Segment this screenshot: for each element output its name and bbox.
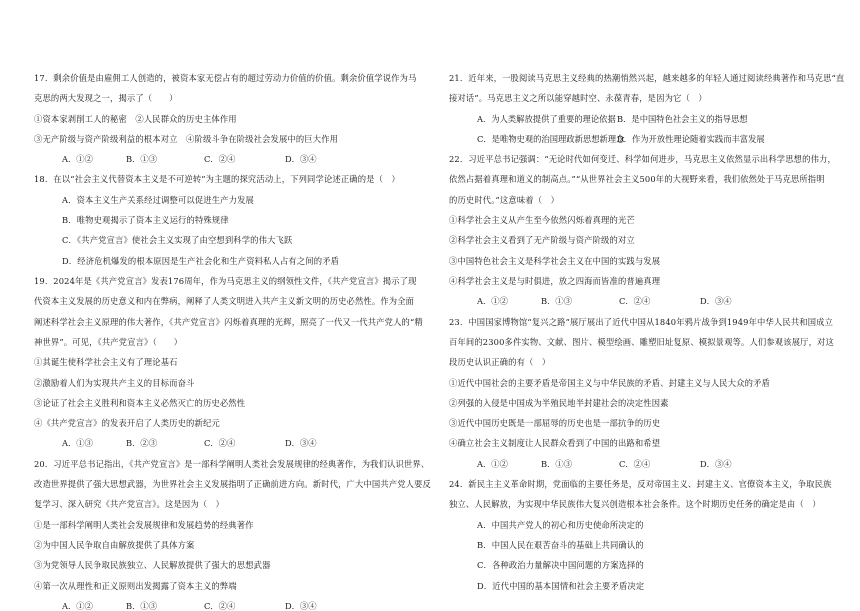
option-c[interactable]: C．是唯物史观的治国理政新思想新理念 [477,134,625,144]
question-17-stem: 17．剩余价值是由雇佣工人创造的，被资本家无偿占有的超过劳动力价值的价值。剩余价值学说作为马 [34,73,417,83]
question-20-options [34,601,412,611]
question-19-statement: ③论证了社会主义胜利和资本主义必然灭亡的历史必然性 [34,398,246,408]
question-22-options [449,296,827,306]
option-b[interactable]: B．是中国特色社会主义的指导思想 [617,114,748,124]
option-d[interactable]: D．经济危机爆发的根本原因是生产社会化和生产资料私人占有之间的矛盾 [62,256,340,266]
question-22-stem: 22．习近平总书记强调：“无论时代如何变迁、科学如何进步，马克思主义依然显示出科学思想的伟力， [449,154,836,164]
option-a[interactable]: A．①② [477,459,508,469]
question-19-statement: ②激励着人们为实现共产主义的目标而奋斗 [34,378,195,388]
option-c[interactable]: C．②④ [619,296,651,306]
question-21-stem: 21．近年来，一股阅读马克思主义经典的热潮悄然兴起，越来越多的年轻人通过阅读经典著作和马克思“直 [449,73,845,83]
question-19-statement: ④《共产党宣言》的发表开启了人类历史的新纪元 [34,418,220,428]
question-22-stem: 的历史时代。”这意味着（ ） [449,195,560,205]
question-19-statement: ①其诞生使科学社会主义有了理论基石 [34,357,178,367]
option-d[interactable]: D．近代中国的基本国情和社会主要矛盾决定 [477,581,645,591]
option-b[interactable]: B．①③ [541,296,572,306]
option-b[interactable]: B．①③ [541,459,572,469]
question-23-stem: 段历史认识正确的有（ ） [449,357,551,367]
question-21-stem: 接对话”。马克思主义之所以能穿越时空、永葆青春，是因为它（ ） [449,93,707,103]
option-b[interactable]: B．中国人民在艰苦奋斗的基础上共同确认的 [477,540,644,550]
question-23-statement: ④确立社会主义制度让人民群众看到了中国的出路和希望 [449,438,661,448]
question-17-statement: ③无产阶级与资产阶级利益的根本对立 ④阶级斗争在阶级社会发展中的巨大作用 [34,134,339,144]
option-b[interactable]: B．唯物史观揭示了资本主义运行的特殊规律 [62,215,229,225]
question-22-statement: ②科学社会主义看到了无产阶级与资产阶级的对立 [449,235,635,245]
question-23-stem: 百年间的2300多件实物、文献、图片、模型绘画、雕塑旧址复原、模拟景观等。人们参观该展厅，对这 [449,337,834,347]
question-20-stem: 复学习、深入研究《共产党宣言》。这是因为（ ） [34,499,225,509]
question-19-stem: 神世界”。可见，《共产党宣言》（ ） [34,337,183,347]
option-a[interactable]: A．为人类解放提供了重要的理论依据 [477,114,616,124]
question-22-statement: ①科学社会主义从产生至今依然闪烁着真理的光芒 [449,215,635,225]
question-23-statement: ①近代中国社会的主要矛盾是帝国主义与中华民族的矛盾、封建主义与人民大众的矛盾 [449,378,770,388]
question-23-statement: ③近代中国历史既是一部屈辱的历史也是一部抗争的历史 [449,418,661,428]
question-22-statement: ③中国特色社会主义是科学社会主义在中国的实践与发展 [449,256,661,266]
option-d[interactable]: D．作为开放性理论随着实践而丰富发展 [617,134,765,144]
option-a[interactable]: A．资本主义生产关系经过调整可以促进生产力发展 [62,195,254,205]
question-20-statement: ④第一次从理性和正义原则出发揭露了资本主义的弊端 [34,581,237,591]
question-20-statement: ②为中国人民争取自由解放提供了具体方案 [34,540,195,550]
option-c[interactable]: C．②④ [204,601,236,611]
option-d[interactable]: D．③④ [285,601,317,611]
option-a[interactable]: A．①② [62,154,93,164]
option-a[interactable]: A．中国共产党人的初心和历史使命所决定的 [477,520,644,530]
question-19-stem: 19．2024年是《共产党宣言》发表176周年，作为马克思主义的纲领性文件，《共产党宣言》揭示了现 [34,276,417,286]
option-d[interactable]: D．③④ [285,438,317,448]
option-c[interactable]: C．②④ [619,459,651,469]
question-20-statement: ③为党领导人民争取民族独立、人民解放提供了强大的思想武器 [34,560,271,570]
question-20-stem: 改造世界提供了强大思想武器，为世界社会主义发展指明了正确前进方向。新时代，广大中国共产党人要反 [34,479,432,489]
option-d[interactable]: D．③④ [700,296,732,306]
question-20-stem: 20．习近平总书记指出，《共产党宣言》是一部科学阐明人类社会发展规律的经典著作，为我们认识世界、 [34,459,430,469]
question-19-stem: 阐述科学社会主义原理的伟大著作，《共产党宣言》闪烁着真理的光辉，照亮了一代又一代共产党人的“精 [34,317,423,327]
option-c[interactable]: C．《共产党宣言》使社会主义实现了由空想到科学的伟大飞跃 [62,235,293,245]
option-d[interactable]: D．③④ [285,154,317,164]
option-c[interactable]: C．②④ [204,154,236,164]
question-17-stem: 克思的两大发现之一，揭示了（ ） [34,93,178,103]
question-20-statement: ①是一部科学阐明人类社会发展规律和发展趋势的经典著作 [34,520,254,530]
question-23-stem: 23．中国国家博物馆“复兴之路”展厅展出了近代中国从1840年鸦片战争到1949年中华人民共和国成立 [449,317,834,327]
question-23-statement: ②列强的入侵是中国成为半殖民地半封建社会的决定性因素 [449,398,669,408]
option-b[interactable]: B．②③ [126,438,157,448]
question-21-options-row-1 [449,114,827,124]
question-17-statement: ①资本家剥削工人的秘密 ②人民群众的历史主体作用 [34,114,237,124]
option-b[interactable]: B．①③ [126,154,157,164]
question-23-options [449,459,827,469]
question-19-options [34,438,412,448]
option-b[interactable]: B．①③ [126,601,157,611]
option-a[interactable]: A．①② [62,601,93,611]
option-c[interactable]: C．各种政治力量解决中国问题的方案选择的 [477,560,644,570]
question-17-options [34,154,412,164]
question-21-options-row-2 [449,134,827,144]
question-24-stem: 独立、人民解放，为实现中华民族伟大复兴创造根本社会条件。这个时期历史任务的确定是由（ ） [449,499,821,509]
question-18-stem: 18．在以“社会主义代替资本主义是不可逆转”为主题的探究活动上，下列同学论述正确的是（ ） [34,174,400,184]
question-22-statement: ④科学社会主义是与时俱进，放之四海而皆准的普遍真理 [449,276,661,286]
question-19-stem: 代资本主义发展的历史意义和内在弊病，阐释了人类文明进入共产主义新文明的历史必然性。作为全面 [34,296,415,306]
question-24-stem: 24．新民主主义革命时期，党面临的主要任务是，反对帝国主义、封建主义、官僚资本主义，争取民族 [449,479,832,489]
question-22-stem: 依然占据着真理和道义的制高点。”“从世界社会主义500年的大视野来看，我们依然处于马克思所指明 [449,174,825,184]
option-a[interactable]: A．①② [477,296,508,306]
option-d[interactable]: D．③④ [700,459,732,469]
option-c[interactable]: C．②④ [204,438,236,448]
option-a[interactable]: A．①③ [62,438,93,448]
